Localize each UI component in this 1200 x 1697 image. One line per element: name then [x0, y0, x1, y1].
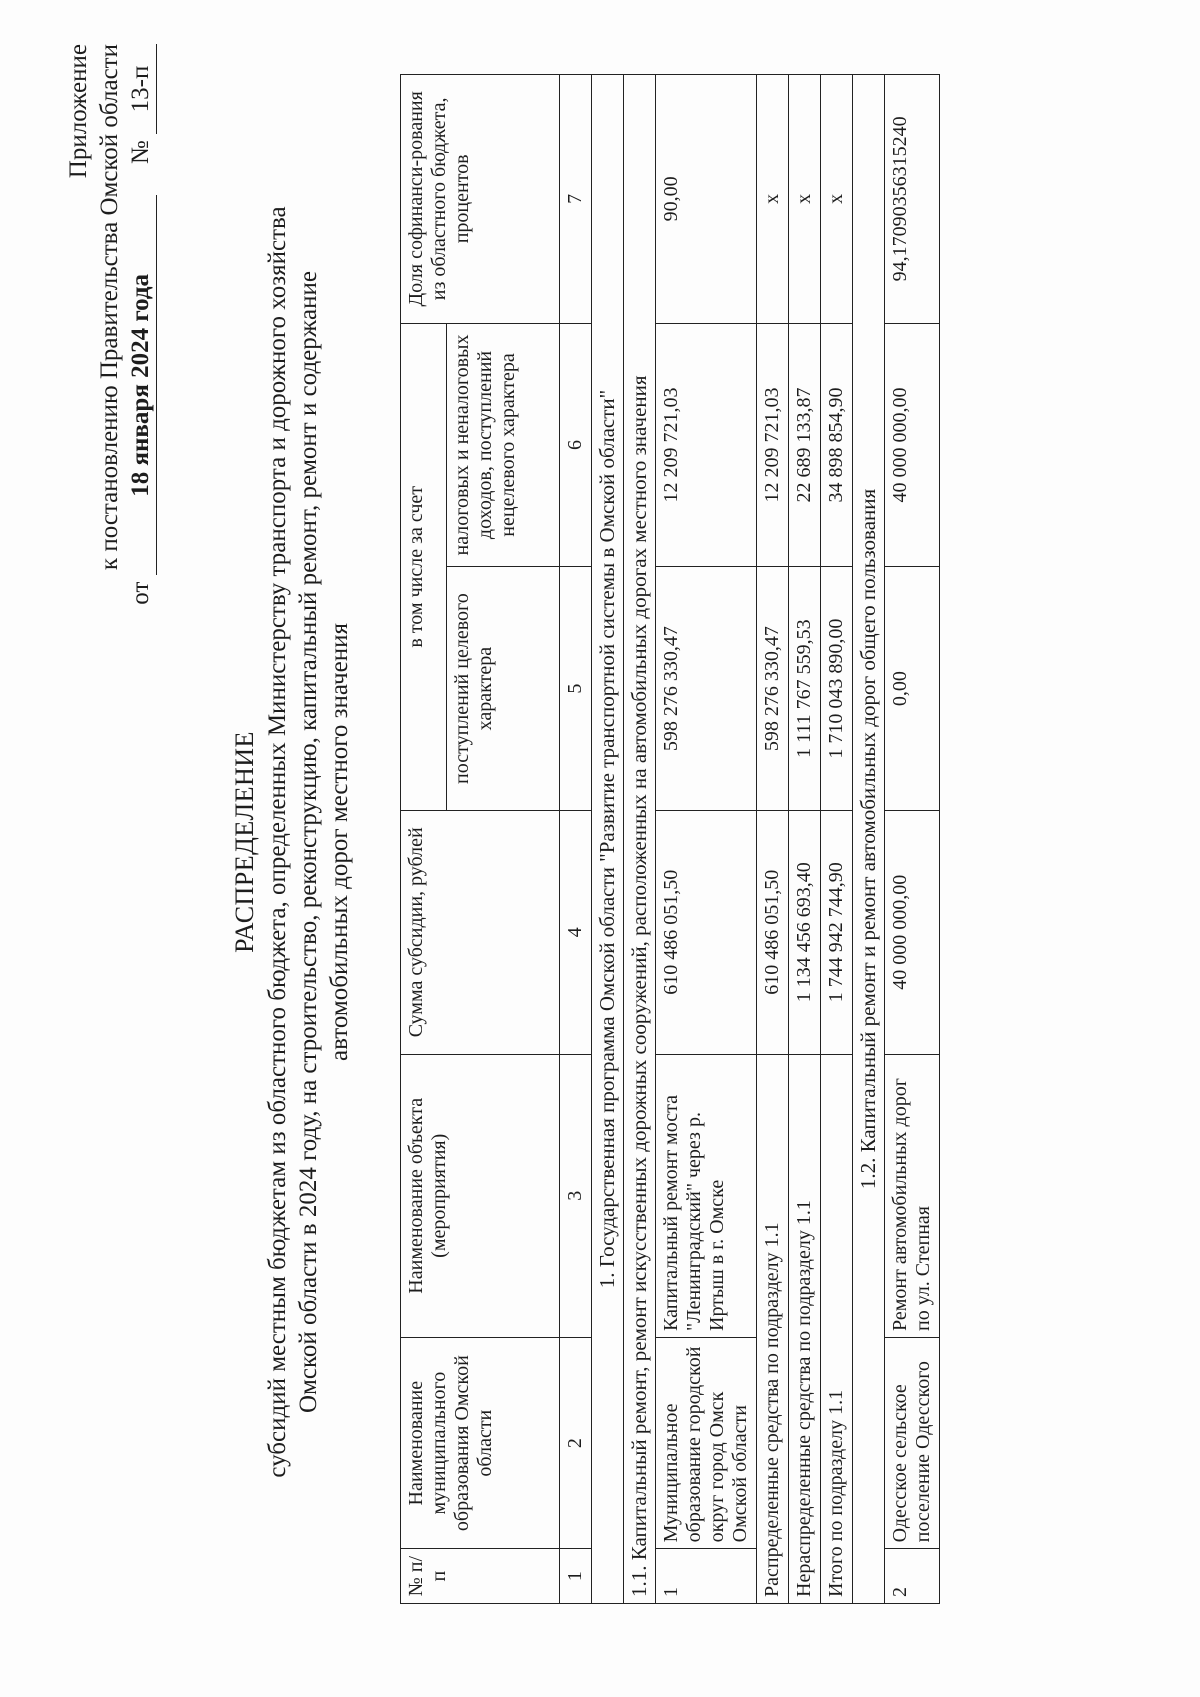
header-group: в том числе за счет — [401, 323, 447, 810]
header-object: Наименование объекта (мероприятия) — [401, 1054, 560, 1337]
undistributed-targeted: 1 111 767 559,53 — [789, 567, 821, 811]
column-number: 2 — [560, 1338, 592, 1549]
distributed-row — [757, 75, 789, 1604]
row-sum: 610 486 051,50 — [656, 810, 757, 1054]
table-row — [885, 75, 940, 1604]
row-targeted: 0,00 — [885, 567, 940, 811]
total-tax: 34 898 854,90 — [821, 323, 853, 567]
header-share: Доля софинанси-рования из областного бюджета, процентов — [401, 75, 560, 324]
header-targeted: поступлений целевого характера — [447, 567, 560, 811]
row-number: 1 — [656, 1549, 757, 1604]
distributed-sum: 610 486 051,50 — [757, 810, 789, 1054]
header-municipality: Наименование муниципального образования Омской области — [401, 1338, 560, 1549]
undistributed-tax: 22 689 133,87 — [789, 323, 821, 567]
total-share: x — [821, 75, 853, 324]
column-numbers-row — [560, 75, 592, 1604]
total-targeted: 1 710 043 890,00 — [821, 567, 853, 811]
total-sum: 1 744 942 744,90 — [821, 810, 853, 1054]
appendix-date-line — [125, 44, 157, 744]
distributed-share: x — [757, 75, 789, 324]
document-heading — [230, 32, 355, 1652]
row-sum: 40 000 000,00 — [885, 810, 940, 1054]
row-share: 94,17090356315240 — [885, 75, 940, 324]
distributed-tax: 12 209 721,03 — [757, 323, 789, 567]
row-tax: 40 000 000,00 — [885, 323, 940, 567]
row-municipality: Муниципальное образование городской округ город Омск Омской области — [656, 1338, 757, 1549]
row-targeted: 598 276 330,47 — [656, 567, 757, 811]
total-row — [821, 75, 853, 1604]
distributed-label: Распределенные средства по подразделу 1.1 — [757, 1054, 789, 1603]
header-num: № п/п — [401, 1549, 560, 1604]
row-object: Капитальный ремонт моста "Ленинградский" через р. Иртыш в г. Омске — [656, 1054, 757, 1337]
column-number: 4 — [560, 810, 592, 1054]
column-number: 3 — [560, 1054, 592, 1337]
row-municipality: Одесское сельское поселение Одесского — [885, 1338, 940, 1549]
resolution-number: 13-п — [125, 44, 157, 134]
section-row — [592, 75, 624, 1604]
header-sum: Сумма субсидии, рублей — [401, 810, 560, 1054]
subsection-row — [624, 75, 656, 1604]
resolution-date: 18 января 2024 года — [125, 195, 157, 575]
column-number: 5 — [560, 567, 592, 811]
subsection-1-1-title: 1.1. Капитальный ремонт, ремонт искусственных дорожных сооружений, расположенных на автомобильных дорогах местного значения — [624, 75, 656, 1604]
header-row — [401, 75, 447, 1604]
number-prefix: № — [127, 140, 154, 165]
undistributed-row — [789, 75, 821, 1604]
document-title: РАСПРЕДЕЛЕНИЕ — [230, 731, 259, 953]
column-number: 6 — [560, 323, 592, 567]
distribution-table — [400, 74, 940, 1604]
appendix-label: Приложение — [65, 44, 92, 179]
total-label: Итого по подразделу 1.1 — [821, 1054, 853, 1603]
row-object: Ремонт автомобильных дорог по ул. Степная — [885, 1054, 940, 1337]
subsection-1-2-title: 1.2. Капитальный ремонт и ремонт автомобильных дорог общего пользования — [853, 75, 885, 1604]
section-1-title: 1. Государственная программа Омской области "Развитие транспортной системы в Омской области" — [592, 75, 624, 1604]
date-prefix: от — [127, 581, 154, 605]
subsection-row — [853, 75, 885, 1604]
appendix-resolution: к постановлению Правительства Омской области — [96, 44, 123, 571]
undistributed-share: x — [789, 75, 821, 324]
header-tax: налоговых и неналоговых доходов, поступлений нецелевого характера — [447, 323, 560, 567]
undistributed-sum: 1 134 456 693,40 — [789, 810, 821, 1054]
document-sheet — [45, 32, 1125, 1652]
column-number: 7 — [560, 75, 592, 324]
appendix-block — [63, 44, 157, 744]
row-number: 2 — [885, 1549, 940, 1604]
row-share: 90,00 — [656, 75, 757, 324]
row-tax: 12 209 721,03 — [656, 323, 757, 567]
distributed-targeted: 598 276 330,47 — [757, 567, 789, 811]
document-subtitle: субсидий местным бюджетам из областного бюджета, определенных Министерству транспорта и дорожного хозяйства Омской области в 2024 году, на строительство, реконструкцию, капитальный ремонт, ремонт и содержание автомобильных дорог местного значения — [264, 206, 353, 1478]
table-row — [656, 75, 757, 1604]
column-number: 1 — [560, 1549, 592, 1604]
undistributed-label: Нераспределенные средства по подразделу 1.1 — [789, 1054, 821, 1603]
